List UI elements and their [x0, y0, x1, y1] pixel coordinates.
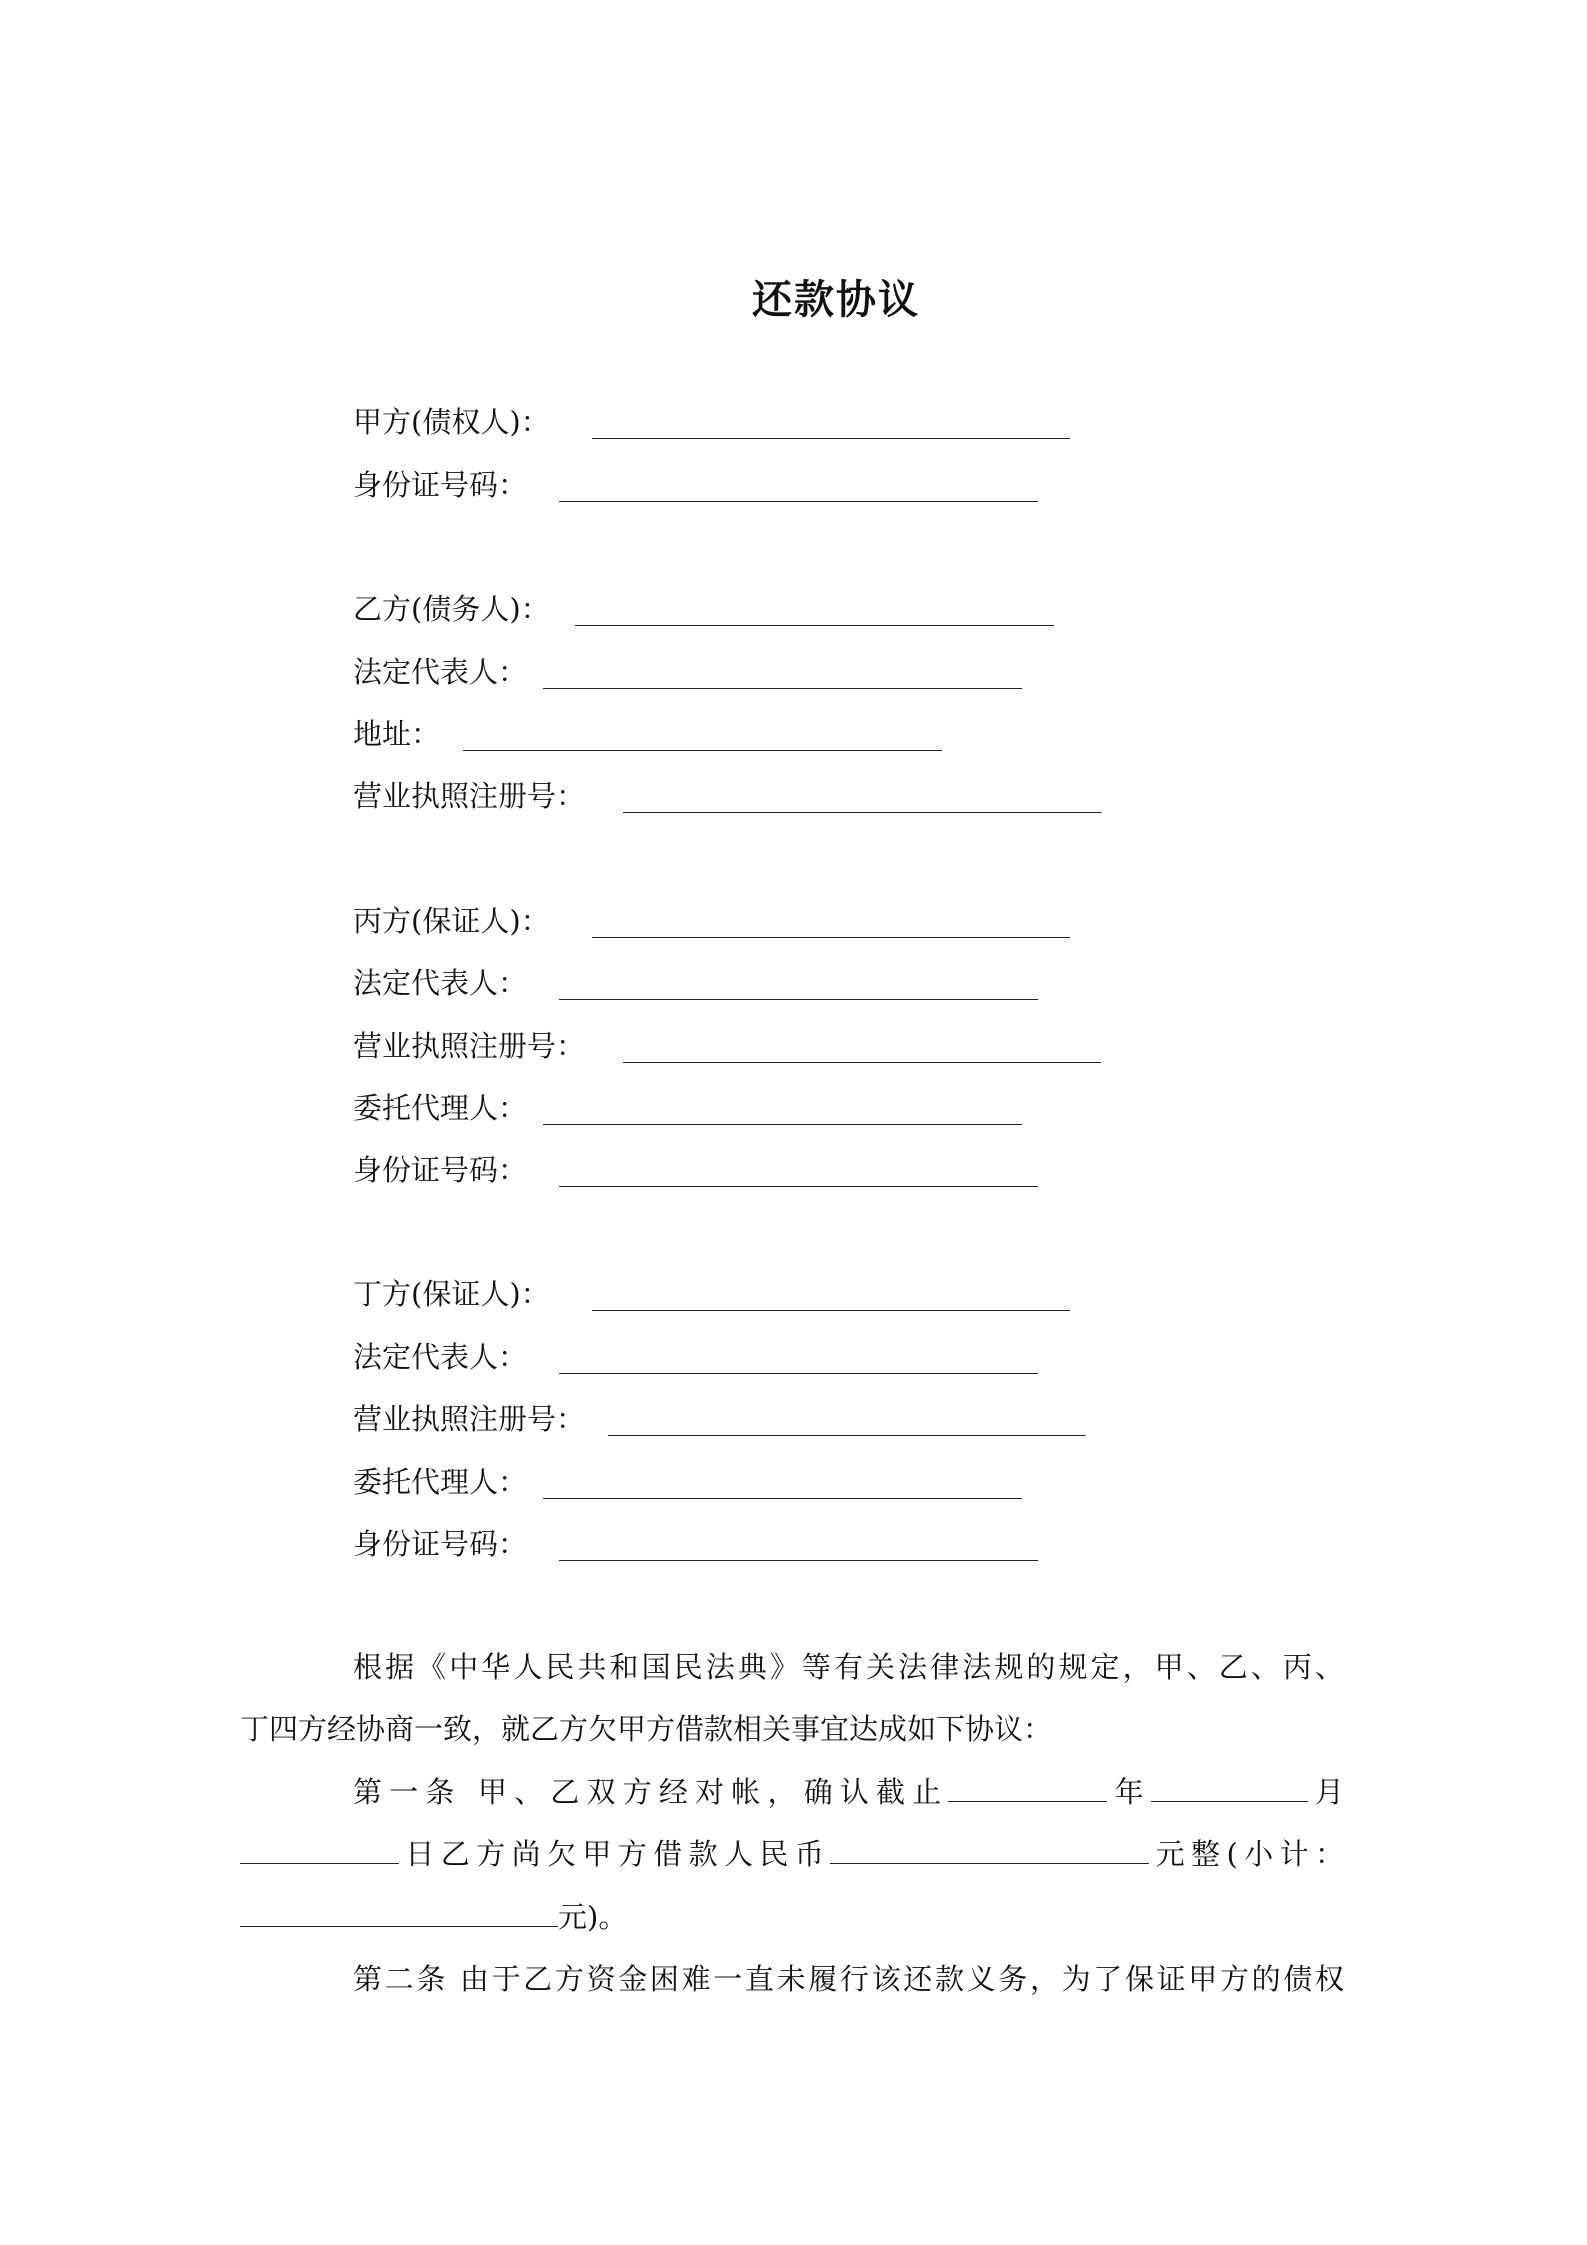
party-field-blank[interactable]	[592, 937, 1070, 938]
party-field-blank[interactable]	[559, 1373, 1038, 1374]
party-field-label: 法定代表人：	[353, 1340, 528, 1374]
party-field-blank[interactable]	[559, 501, 1038, 502]
article-1-line2	[240, 1832, 1344, 1876]
paragraph-preamble-line1: 根据《中华人民共和国民法典》等有关法律法规的规定，甲、乙、丙、	[353, 1650, 1344, 1684]
paragraph-preamble-line2: 丁四方经协商一致，就乙方欠甲方借款相关事宜达成如下协议：	[240, 1712, 1053, 1746]
party-field-label: 委托代理人：	[353, 1465, 528, 1499]
party-field-label: 身份证号码：	[353, 468, 528, 502]
party-field-label: 丁方(保证人)：	[353, 1277, 550, 1311]
document-title: 还款协议	[752, 276, 920, 323]
article-1-line3	[240, 1895, 627, 1939]
article-1-debt-text: 日乙方尚欠甲方借款人民币	[399, 1837, 831, 1871]
party-field-blank[interactable]	[592, 438, 1070, 439]
party-field-blank[interactable]	[559, 1560, 1038, 1561]
amount-unit: 元整(小计：	[1149, 1837, 1344, 1871]
party-field-blank[interactable]	[623, 1062, 1101, 1063]
day-blank[interactable]	[240, 1833, 399, 1864]
party-field-label: 丙方(保证人)：	[353, 904, 550, 938]
party-field-label: 甲方(债权人)：	[353, 405, 550, 439]
party-field-blank[interactable]	[575, 625, 1054, 626]
party-field-blank[interactable]	[543, 1124, 1022, 1125]
party-field-label: 法定代表人：	[353, 966, 528, 1000]
party-field-blank[interactable]	[543, 688, 1022, 689]
party-field-label: 委托代理人：	[353, 1091, 528, 1125]
party-field-blank[interactable]	[543, 1498, 1022, 1499]
article-1-text: 第一条 甲、乙双方经对帐，确认截止	[353, 1775, 949, 1809]
party-field-label: 乙方(债务人)：	[353, 592, 550, 626]
party-field-label: 营业执照注册号：	[353, 1029, 586, 1063]
year-blank[interactable]	[948, 1771, 1107, 1802]
party-field-blank[interactable]	[592, 1310, 1070, 1311]
party-field-label: 身份证号码：	[353, 1153, 528, 1187]
month-blank[interactable]	[1151, 1771, 1308, 1802]
party-field-label: 营业执照注册号：	[353, 1402, 586, 1436]
party-field-blank[interactable]	[559, 999, 1038, 1000]
subtotal-unit: 元)。	[558, 1900, 628, 1934]
amount-blank[interactable]	[830, 1833, 1149, 1864]
month-label: 月	[1307, 1775, 1344, 1809]
year-label: 年	[1107, 1775, 1151, 1809]
party-field-blank[interactable]	[608, 1435, 1085, 1436]
subtotal-blank[interactable]	[240, 1896, 558, 1927]
party-field-label: 法定代表人：	[353, 655, 528, 689]
article-1-line1	[353, 1770, 1344, 1814]
party-field-label: 营业执照注册号：	[353, 779, 586, 813]
party-field-blank[interactable]	[463, 750, 942, 751]
party-field-blank[interactable]	[623, 812, 1101, 813]
party-field-label: 地址：	[353, 717, 441, 751]
party-field-label: 身份证号码：	[353, 1527, 528, 1561]
article-2-line1: 第二条 由于乙方资金困难一直未履行该还款义务，为了保证甲方的债权	[353, 1962, 1344, 1996]
party-field-blank[interactable]	[559, 1186, 1038, 1187]
